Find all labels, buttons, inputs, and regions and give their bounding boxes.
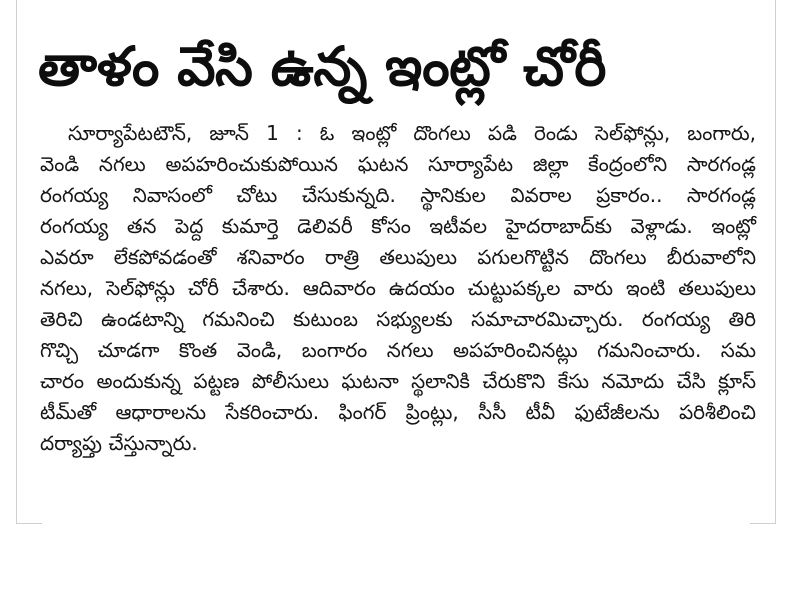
article-line: వెండి నగలు అపహరించుకుపోయిన ఘటన సూర్యాపేట జిల్లా కేంద్రంలోని సారగండ్ల xyxy=(40,152,756,176)
article-line: రంగయ్య తన పెద్ద కుమార్తె డెలివరీ కోసం ఇటీవల హైదరాబాద్‌కు వెళ్లాడు. ఇంట్లో xyxy=(40,214,756,238)
article-headline: తాళం వేసి ఉన్న ఇంట్లో చోరీ xyxy=(38,35,606,98)
article-line: ఎవరూ లేకపోవడంతో శనివారం రాత్రి తలుపులు పగులగొట్టిన దొంగలు బీరువాలోని xyxy=(40,245,756,269)
article-line: చారం అందుకున్న పట్టణ పోలీసులు ఘటనా స్థలానికి చేరుకొని కేసు నమోదు చేసి క్లూస్ xyxy=(40,369,756,393)
article-line: సూర్యాపేటటౌన్, జూన్ 1 : ఓ ఇంట్లో దొంగలు పడి రెండు సెల్‌ఫోన్లు, బంగారు, xyxy=(68,121,756,145)
clipping-bottom-left-edge xyxy=(16,523,42,524)
clipping-left-edge xyxy=(16,0,17,524)
article-body xyxy=(40,118,756,459)
article-line: నగలు, సెల్‌ఫోన్లు చోరీ చేశారు. ఆదివారం ఉదయం చుట్టుపక్కల వారు ఇంటి తలుపులు xyxy=(40,276,756,300)
article-line: దర్యాప్తు చేస్తున్నారు. xyxy=(40,431,198,455)
article-line: టీమ్‌తో ఆధారాలను సేకరించారు. ఫింగర్ ప్రింట్లు, సీసీ టీవీ ఫుటేజీలను పరిశీలించి xyxy=(40,400,756,424)
article-line: తెరిచి ఉండటాన్ని గమనించి కుటుంబ సభ్యులకు సమాచారమిచ్చారు. రంగయ్య తిరి xyxy=(40,307,756,331)
clipping-bottom-right-edge xyxy=(750,523,776,524)
article-line: రంగయ్య నివాసంలో చోటు చేసుకున్నది. స్థానికుల వివరాల ప్రకారం.. సారగండ్ల xyxy=(40,183,756,207)
article-line: గొచ్చి చూడగా కొంత వెండి, బంగారం నగలు అపహరించినట్లు గమనించారు. సమ xyxy=(40,338,756,362)
clipping-right-edge xyxy=(775,0,776,524)
